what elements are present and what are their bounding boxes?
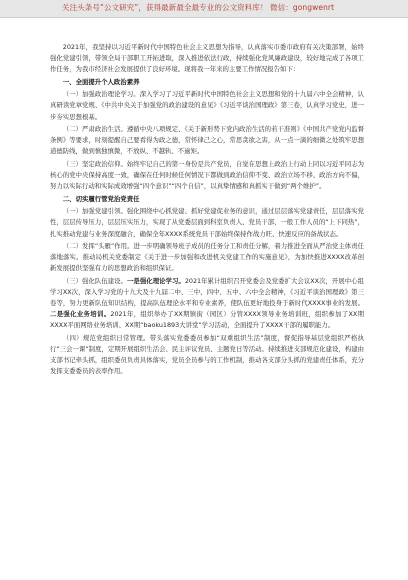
section1-paragraph-1: （一）加强政治理论学习。深入学习了习近平新时代中国特色社会主义思想和党的十九届六中全会精神，认真研读党章党规、《中共中央关于加强党的政治建设的意见》《习近平谈治国理政》第三卷，认真学习党史，进一步夯实思想根基。 [50, 90, 364, 121]
top-banner [0, 0, 408, 18]
section2-p3-text-1: 2021年累计组织召开党委会及党委扩大会议XX次，开展中心组学习XX次，深入学习党的十九大及十九届二中、三中、四中、五中、六中全会精神，《习近平谈治国理政》第三卷等，努力更新队伍知识结构，提高队伍理论水平和专业素养，使队伍更好地投身于新时代XXXX事业的发展。 [50, 276, 364, 308]
section2-p3-emphasis-2: 二是强化业务培训。 [50, 310, 111, 319]
section1-paragraph-3: （三）坚定政治信仰。始终牢记自己的第一身份是共产党员，自觉在思想上政治上行动上同以习近平同志为核心的党中央保持高度一致，确保在任何时候任何情况下都做到政治信仰不变、政治立场不移、政治方向不偏，努力以实际行动和实际成效增强“四个意识”“四个自信”，以真挚情感和真抓实干做到“两个维护”。 [50, 159, 364, 191]
banner-text: 关注头条号“公文研究”，获得最新最全最专业的公文资料库！ 微信：gongwenrt [62, 3, 335, 12]
section1-paragraph-2: （二）严肃政治生活。遵循中央八项规定、《关于新形势下党内政治生活的若干准则》《中国共产党党内监督条例》等要求，时刻提醒自己要看得为政之德，常怀律己之心，常思贪欲之害，从一点一滴的细微之处筑牢思想道德防线，做到慎独慎微，不放纵、不越轨、不逾矩。 [50, 125, 364, 156]
section2-heading: 二、切实履行管党治党责任 [62, 194, 140, 203]
section2-paragraph-4: （四）规范党组织日常管理。带头落实党委委员参加“双重组织生活”制度，督促指导基层党组织严格执行“三会一课”制度，定期开展组织生活会、民主评议党员、主题党日等活动。持续推进支部规范化建设，构建由支部书记牵头抓，组织委员负责具体落实，党员全员参与的工作机制，推动各支部分头抓的党建责任体系，充分发挥支委委员的表率作用。 [50, 333, 364, 376]
section2-p3-emphasis-1: 一是强化理论学习。 [127, 276, 185, 285]
intro-paragraph: 2021年，我坚持以习近平新时代中国特色社会主义思想为指导，认真落实市委市政府有关决策部署，始终强化党建引领，带领全局干部职工开拓进取，深入推进依法行政，持续强化党风廉政建设，较好地完成了各项工作任务，为我市经济社会发展提供了良好环境。现将我一年来的主要工作情况报告如下： [50, 43, 364, 74]
section2-p3-lead: （三）强化队伍建设。 [62, 276, 128, 285]
section1-heading: 一、全面提升个人政治素养 [62, 77, 140, 86]
document-body [50, 42, 364, 379]
section2-paragraph-1: （一）加强党建引领。强化围绕中心抓党建、抓好党建促业务的意识，通过层层落实党建责任，层层落实党性，层层传导压力，层层压实压力，实现了从党委层面到科室负责人、党员干部、一般工作人员的“上下同热”，扎实推动党建与业务深度融合，确保全年XXXX系统党员干部始终保持作战力旺、快速反应的备战状态。 [50, 207, 364, 238]
section2-paragraph-3 [50, 276, 364, 331]
section2-p3-text-2: 2021年，组织举办了XX期镇街（园区）分管XXXX领导业务培训班，组织参加了XX期XXXX平面网络业务培训、XX期“baoku1893大讲堂”学习活动，全面提升了XXXX干部的履职能力。 [50, 310, 364, 330]
section2-paragraph-2: （二）发挥“头雁”作用。进一步明确领导班子成员的任务分工和责任分解，着力推进全面从严治党主体责任落地落实。推动局机关党委制定《关于进一步加强和改进机关党建工作的实施意见》，为加快推进XXXX改革创新发展提供坚强有力的思想政治和组织保证。 [50, 242, 364, 273]
